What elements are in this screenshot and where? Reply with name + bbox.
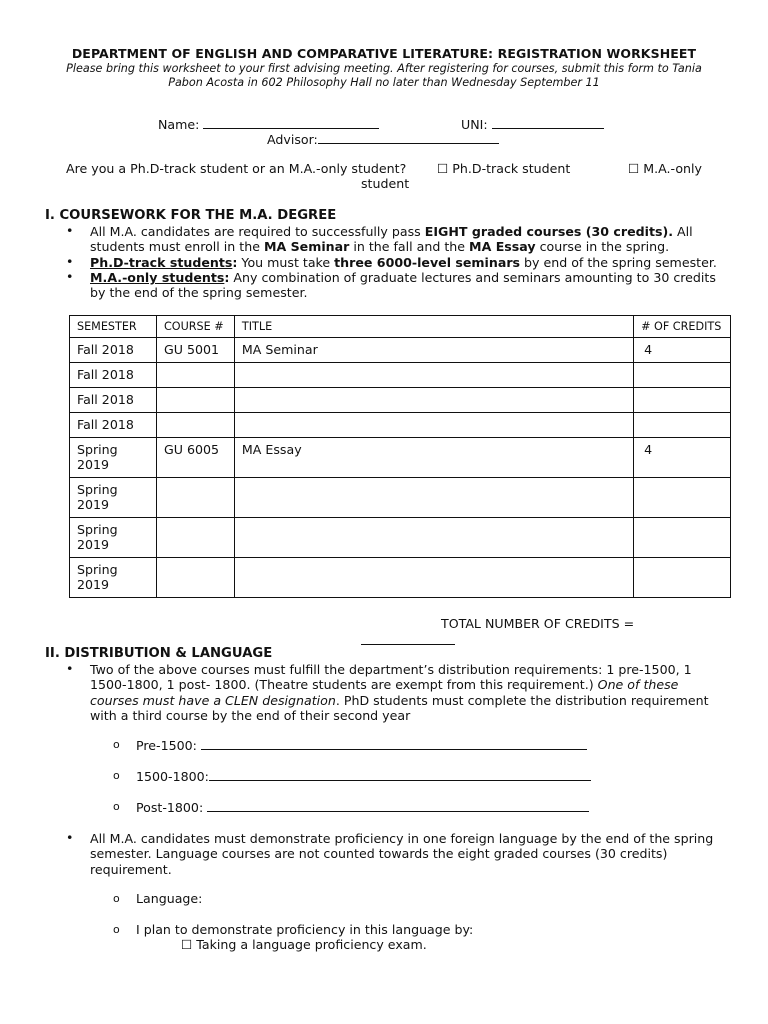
track-question: Are you a Ph.D-track student or an M.A.-only student? — [66, 161, 407, 176]
cell-title[interactable] — [234, 478, 633, 518]
cell-semester: Fall 2018 — [70, 363, 157, 388]
pre-1500-row — [136, 737, 587, 753]
course-table — [69, 315, 731, 598]
post-1800-label: Post-1800: — [136, 800, 204, 815]
bullet: • — [66, 830, 74, 845]
cell-course[interactable]: GU 6005 — [156, 438, 234, 478]
table-row — [70, 438, 731, 478]
section-2-heading: II. DISTRIBUTION & LANGUAGE — [45, 646, 273, 661]
table-row — [70, 413, 731, 438]
cell-course[interactable] — [156, 363, 234, 388]
coursework-requirement-text: All M.A. candidates are required to successfully pass EIGHT graded courses (30 credits). All students must enroll in the MA Seminar in the fall and the MA Essay course in the spring. — [90, 224, 693, 255]
header-credits: # OF CREDITS — [634, 316, 731, 338]
cell-title[interactable]: MA Seminar — [234, 338, 633, 363]
section-1-heading: I. COURSEWORK FOR THE M.A. DEGREE — [45, 208, 337, 223]
worksheet-title: DEPARTMENT OF ENGLISH AND COMPARATIVE LITERATURE: REGISTRATION WORKSHEET — [71, 46, 697, 61]
post-1800-field[interactable] — [207, 799, 589, 812]
instructions-line-2: Pabon Acosta in 602 Philosophy Hall no later than Wednesday September 11 — [168, 76, 600, 89]
table-row — [70, 558, 731, 598]
sub-bullet: o — [113, 769, 120, 782]
cell-title[interactable] — [234, 363, 633, 388]
advisor-field[interactable] — [318, 131, 499, 144]
proficiency-plan-label: I plan to demonstrate proficiency in this language by: — [136, 922, 474, 937]
uni-field[interactable] — [492, 116, 604, 129]
instructions-line-1: Please bring this worksheet to your first advising meeting. After registering for courses, submit this form to Tania — [66, 62, 702, 75]
cell-title[interactable] — [234, 388, 633, 413]
post-1800-row — [136, 799, 589, 815]
table-row — [70, 388, 731, 413]
ma-only-checkbox-label-cont: student — [361, 176, 410, 191]
cell-title[interactable]: MA Essay — [234, 438, 633, 478]
cell-semester: Spring 2019 — [70, 478, 157, 518]
bullet: • — [66, 661, 74, 676]
uni-label: UNI: — [461, 117, 488, 132]
pre-1500-label: Pre-1500: — [136, 738, 197, 753]
cell-course[interactable] — [156, 518, 234, 558]
cell-semester: Spring 2019 — [70, 438, 157, 478]
advisor-label: Advisor: — [267, 132, 318, 147]
total-credits-field[interactable] — [361, 633, 455, 645]
language-label: Language: — [136, 891, 203, 906]
cell-course[interactable] — [156, 413, 234, 438]
table-row — [70, 518, 731, 558]
name-label: Name: — [158, 117, 200, 132]
1500-1800-row — [136, 768, 591, 784]
cell-course[interactable] — [156, 558, 234, 598]
uni-field-row — [461, 116, 604, 132]
cell-semester: Fall 2018 — [70, 338, 157, 363]
table-header-row — [70, 316, 731, 338]
1500-1800-field[interactable] — [209, 768, 591, 781]
distribution-requirement-text: Two of the above courses must fulfill the department’s distribution requirements: 1 pre-1500, 1 1500-1800, 1 post- 1800. (Theatre students are exempt from this requirement.) One of these courses must have a CLEN designation. PhD students must complete the distribution requirement with a third course by the end of their second year — [90, 662, 709, 723]
ma-only-checkbox[interactable]: ☐ M.A.-only — [628, 161, 702, 176]
table-row — [70, 478, 731, 518]
cell-credits[interactable] — [634, 413, 731, 438]
cell-semester: Fall 2018 — [70, 388, 157, 413]
cell-credits[interactable] — [634, 518, 731, 558]
header-title: TITLE — [234, 316, 633, 338]
cell-course[interactable] — [156, 478, 234, 518]
cell-title[interactable] — [234, 413, 633, 438]
cell-course[interactable]: GU 5001 — [156, 338, 234, 363]
pre-1500-field[interactable] — [201, 737, 587, 750]
bullet: • — [66, 269, 74, 284]
bullet: • — [66, 223, 74, 238]
cell-title[interactable] — [234, 518, 633, 558]
sub-bullet: o — [113, 738, 120, 751]
name-field[interactable] — [203, 116, 379, 129]
total-credits-label: TOTAL NUMBER OF CREDITS = — [441, 616, 635, 631]
name-field-row — [158, 116, 379, 132]
language-requirement-text: All M.A. candidates must demonstrate proficiency in one foreign language by the end of the spring semester. Language courses are not counted towards the eight graded courses (30 credits) requirement. — [90, 831, 714, 877]
cell-credits[interactable] — [634, 388, 731, 413]
cell-course[interactable] — [156, 388, 234, 413]
header-course-number: COURSE # — [156, 316, 234, 338]
ma-only-requirement-text: M.A.-only students: Any combination of graduate lectures and seminars amounting to 30 credits by the end of the spring semester. — [90, 270, 716, 301]
cell-credits[interactable]: 4 — [634, 438, 731, 478]
table-row — [70, 363, 731, 388]
cell-credits[interactable] — [634, 558, 731, 598]
cell-credits[interactable] — [634, 363, 731, 388]
cell-semester: Spring 2019 — [70, 558, 157, 598]
phd-track-checkbox[interactable]: ☐ Ph.D-track student — [437, 161, 571, 176]
cell-credits[interactable] — [634, 478, 731, 518]
cell-semester: Spring 2019 — [70, 518, 157, 558]
sub-bullet: o — [113, 892, 120, 905]
advisor-field-row — [267, 131, 499, 147]
table-row — [70, 338, 731, 363]
cell-semester: Fall 2018 — [70, 413, 157, 438]
proficiency-exam-checkbox[interactable]: ☐ Taking a language proficiency exam. — [181, 937, 427, 952]
1500-1800-label: 1500-1800: — [136, 769, 209, 784]
bullet: • — [66, 254, 74, 269]
cell-title[interactable] — [234, 558, 633, 598]
sub-bullet: o — [113, 800, 120, 813]
phd-track-requirement-text: Ph.D-track students: You must take three 6000-level seminars by end of the spring semester. — [90, 255, 717, 270]
header-semester: SEMESTER — [70, 316, 157, 338]
sub-bullet: o — [113, 923, 120, 936]
cell-credits[interactable]: 4 — [634, 338, 731, 363]
